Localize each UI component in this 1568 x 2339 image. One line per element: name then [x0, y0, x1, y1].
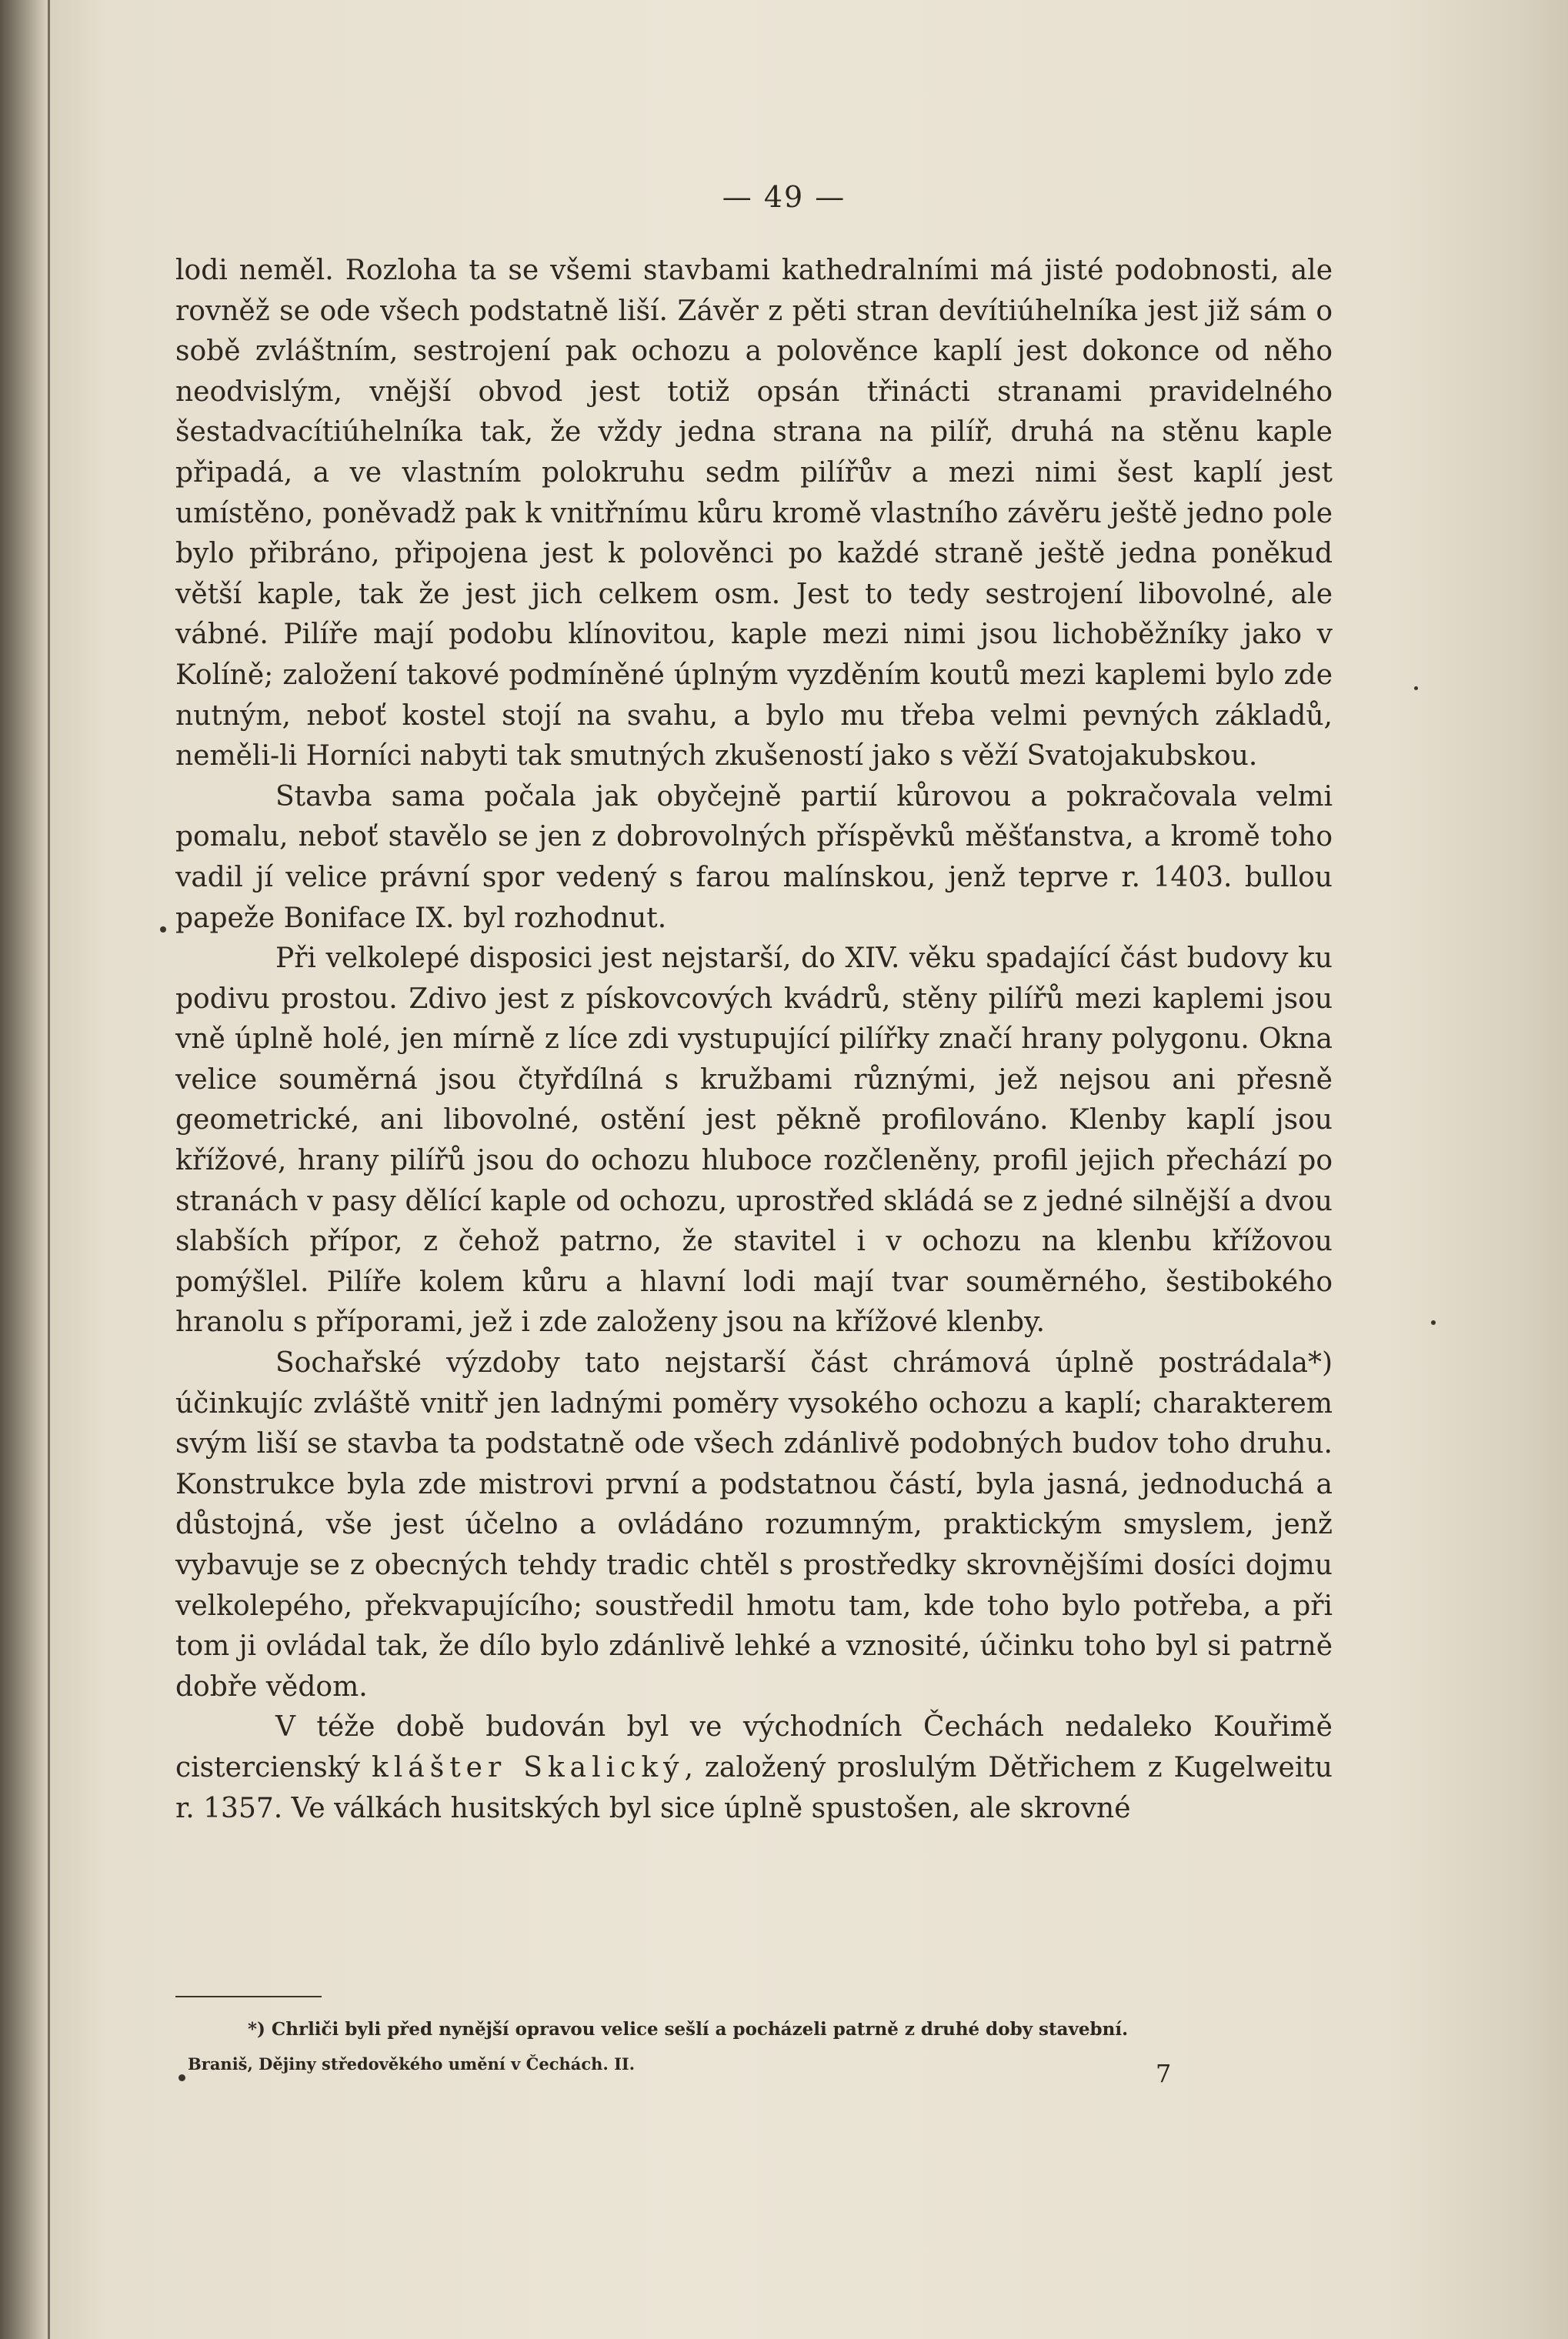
monastery-name: klášter Skalický: [371, 1751, 685, 1783]
margin-speck: [160, 926, 166, 933]
footnote-rule: [175, 1996, 322, 1997]
footnote: *) Chrliči byli před nynější opravou velice sešlí a pocházeli patrně z druhé doby stavební.: [248, 2019, 1129, 2040]
margin-speck: [1431, 1320, 1436, 1325]
paragraph-5-text-start: V téže době budován byl ve východních Čechách nedaleko Kouřimě cistercienský: [175, 1711, 1333, 1783]
binding-gutter: [48, 0, 50, 2339]
signature-mark: 7: [1156, 2059, 1172, 2088]
paragraph-5-text-end: , založený proslulým Dětřichem z Kugelweitu r. 1357. Ve válkách husitských byl sice úplně spustošen, ale skrovné: [175, 1751, 1333, 1824]
margin-speck: [1414, 686, 1418, 690]
paragraph-5: [175, 1707, 1333, 1829]
paragraph-1: lodi neměl. Rozloha ta se všemi stavbami kathedralními má jisté podobnosti, ale rovněž se ode všech podstatně liší. Závěr z pěti stran devítiúhelníka jest již sám o sobě zvláštním, sestrojení pak ochozu a polověnce kaplí jest dokonce od něho neodvislým, vnější obvod jest totiž opsán třinácti stranami pravidelného šestadvacítiúhelníka tak, že vždy jedna strana na pilíř, druhá na stěnu kaple připadá, a ve vlastním polokruhu sedm pilířův a mezi nimi šest kaplí jest umístěno, poněvadž pak k vnitřnímu kůru kromě vlastního závěru ještě jedno pole bylo přibráno, připojena jest k polověnci po každé straně ještě jedna poněkud větší kaple, tak že jest jich celkem osm. Jest to tedy sestrojení libovolné, ale vábné. Pilíře mají podobu klínovitou, kaple mezi nimi jsou lichoběžníky jako v Kolíně; založení takové podmíněné úplným vyzděním koutů mezi kaplemi bylo zde nutným, neboť kostel stojí na svahu, a bylo mu třeba velmi pevných základů, neměli-li Horníci nabyti tak smutných zkušeností jako s věží Svatojakubskou.: [175, 255, 1333, 772]
paragraph-3: Při velkolepé disposici jest nejstarší, do XIV. věku spadající část budovy ku podivu prostou. Zdivo jest z pískovcových kvádrů, stěny pilířů mezi kaplemi jsou vně úplně holé, jen mírně z líce zdi vystupující pilířky značí hrany polygonu. Okna velice souměrná jsou čtyřdílná s kružbami různými, jež nejsou ani přesně geometrické, ani libovolné, ostění jest pěkně profilováno. Klenby kaplí jsou křížové, hrany pilířů jsou do ochozu hluboce rozčleněny, profil jejich přechází po stranách v pasy dělící kaple od ochozu, uprostřed skládá se z jedné silnější a dvou slabších přípor, z čehož patrno, že stavitel i v ochozu na klenbu křížovou pomýšlel. Pilíře kolem kůru a hlavní lodi mají tvar souměrného, šestibokého hranolu s příporami, jež i zde založeny jsou na křížové klenby.: [175, 943, 1333, 1339]
paragraph-4: Sochařské výzdoby tato nejstarší část chrámová úplně postrádala*) účinkujíc zvláště vnitř jen ladnými poměry vysokého ochozu a kaplí; charakterem svým liší se stavba ta podstatně ode všech zdánlivě podobných budov toho druhu. Konstrukce byla zde mistrovi první a podstatnou částí, byla jasná, jednoduchá a důstojná, vše jest účelno a ovládáno rozumným, praktickým smyslem, jenž vybavuje se z obecných tehdy tradic chtěl s prostředky skrovnějšími dosíci dojmu velkolepého, překvapujícího; soustředil hmotu tam, kde toho bylo potřeba, a při tom ji ovládal tak, že dílo bylo zdánlivě lehké a vznosité, účinku toho byl si patrně dobře vědom.: [175, 1347, 1333, 1703]
margin-speck: [178, 2074, 185, 2081]
paragraph-2: Stavba sama počala jak obyčejně partií kůrovou a pokračovala velmi pomalu, neboť stavělo se jen z dobrovolných příspěvků měšťanstva, a kromě toho vadil jí velice právní spor vedený s farou malínskou, jenž teprve r. 1403. bullou papeže Boniface IX. byl rozhodnut.: [175, 780, 1333, 934]
footer-title: Braniš, Dějiny středověkého umění v Čechách. II.: [188, 2054, 636, 2074]
body-text: [175, 251, 1333, 1829]
page-number: — 49 —: [722, 180, 846, 214]
